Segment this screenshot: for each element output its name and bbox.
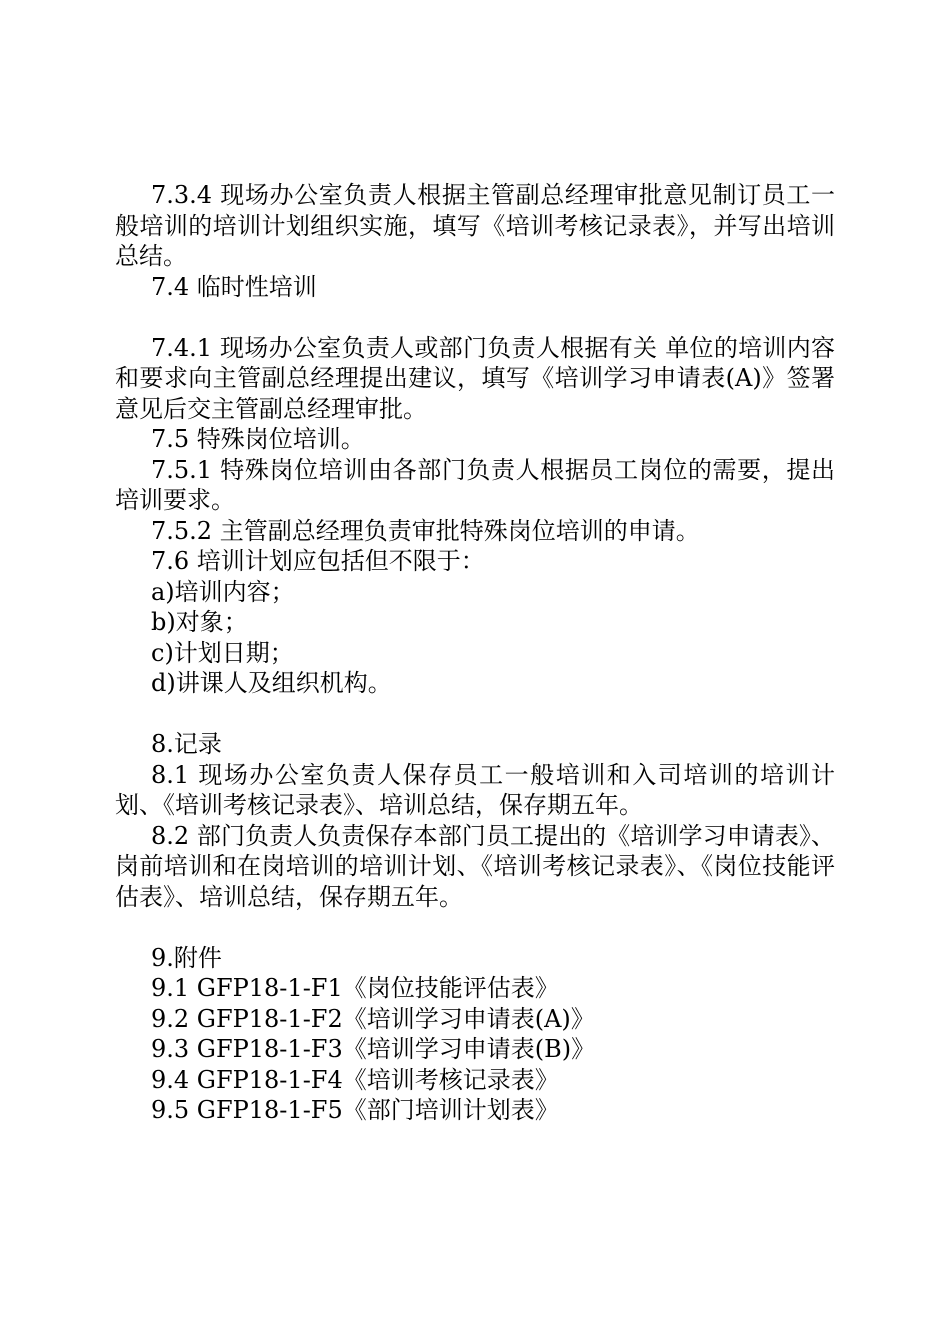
heading-7-5: 7.5 特殊岗位培训。 xyxy=(151,425,365,453)
list-item-b: b)对象； xyxy=(151,608,248,636)
blank-line xyxy=(115,302,835,333)
paragraph-8-1: 8.1 现场办公室负责人保存员工一般培训和入司培训的培训计划、《培训考核记录表》、培训总结，保存期五年。 xyxy=(115,760,835,819)
paragraph-7-5-1: 7.5.1 特殊岗位培训由各部门负责人根据员工岗位的需要，提出培训要求。 xyxy=(115,455,835,514)
paragraph-7-4-1: 7.4.1 现场办公室负责人或部门负责人根据有关 单位的培训内容和要求向主管副总经理提出建议，填写《培训学习申请表(A)》签署意见后交主管副总经理审批。 xyxy=(115,333,835,423)
paragraph-7-6: 7.6 培训计划应包括但不限于： xyxy=(151,547,485,575)
paragraph-7-3-4: 7.3.4 现场办公室负责人根据主管副总经理审批意见制订员工一般培训的培训计划组织实施，填写《培训考核记录表》，并写出培训总结。 xyxy=(115,181,835,270)
heading-9: 9.附件 xyxy=(151,943,222,972)
document-page xyxy=(115,180,835,1126)
blank-line xyxy=(115,912,835,943)
list-item-c: c)计划日期； xyxy=(151,638,294,667)
heading-8: 8.记录 xyxy=(151,730,222,758)
attachment-9-1: 9.1 GFP18-1-F1《岗位技能评估表》 xyxy=(151,974,559,1002)
attachment-9-3: 9.3 GFP18-1-F3《培训学习申请表(B)》 xyxy=(151,1035,596,1063)
list-item-a: a)培训内容； xyxy=(151,577,295,606)
blank-line xyxy=(115,699,835,730)
attachment-9-5: 9.5 GFP18-1-F5《部门培训计划表》 xyxy=(151,1096,559,1124)
paragraph-7-5-2: 7.5.2 主管副总经理负责审批特殊岗位培训的申请。 xyxy=(151,516,700,545)
paragraph-8-2: 8.2 部门负责人负责保存本部门员工提出的《培训学习申请表》、岗前培训和在岗培训的培训计划、《培训考核记录表》、《岗位技能评估表》、培训总结，保存期五年。 xyxy=(115,821,835,911)
heading-7-4: 7.4 临时性培训 xyxy=(151,272,317,301)
attachment-9-4: 9.4 GFP18-1-F4《培训考核记录表》 xyxy=(151,1065,559,1094)
list-item-d: d)讲课人及组织机构。 xyxy=(151,669,392,697)
attachment-9-2: 9.2 GFP18-1-F2《培训学习申请表(A)》 xyxy=(151,1004,595,1033)
